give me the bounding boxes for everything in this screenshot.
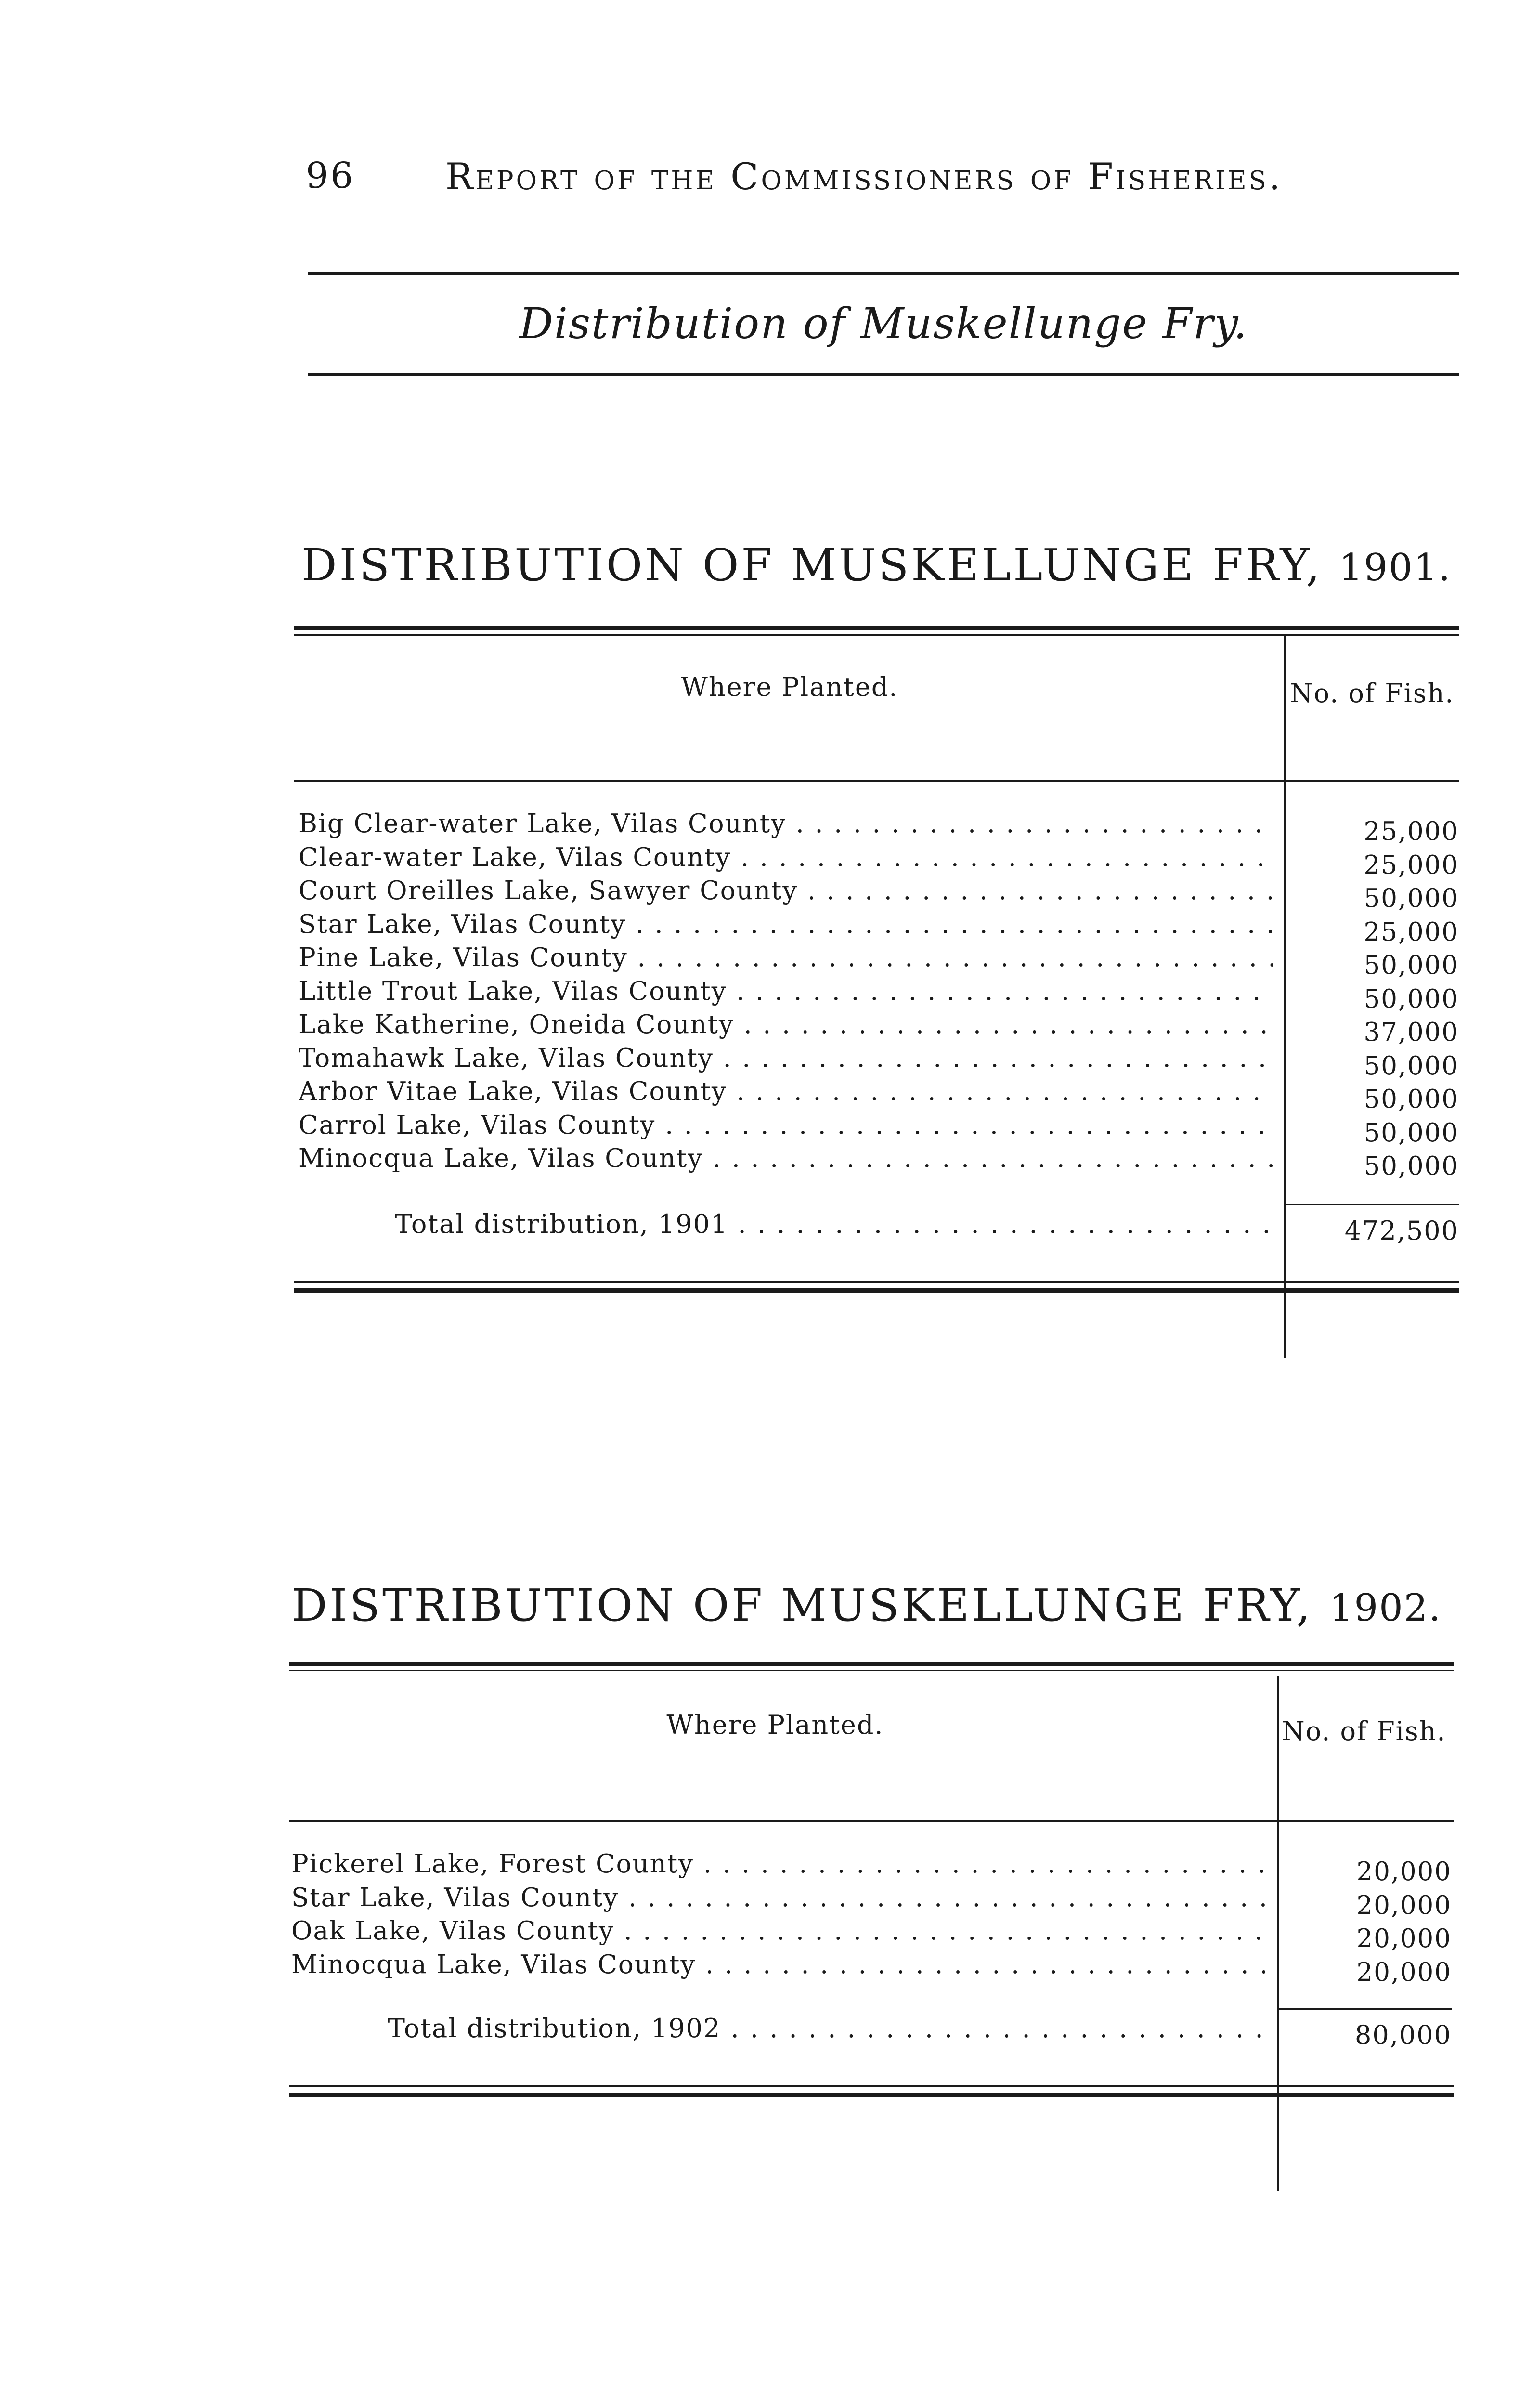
table-top-rule	[289, 1662, 1454, 1666]
row-place: Pickerel Lake, Forest County . . .	[291, 1849, 1266, 1879]
table-bottom-rule-thin	[289, 2085, 1454, 2087]
header-rule-bottom	[308, 373, 1459, 376]
table-row	[291, 1883, 1452, 1920]
row-place: Tomahawk Lake, Vilas County . . .	[299, 1044, 1273, 1073]
row-place: Pine Lake, Vilas County . . .	[299, 943, 1273, 972]
row-place: Arbor Vitae Lake, Vilas County . . .	[299, 1077, 1273, 1106]
table-row	[299, 809, 1459, 846]
table-row	[299, 976, 1459, 1014]
table-title-year: 1902.	[1329, 1586, 1442, 1630]
table-row	[299, 1010, 1459, 1047]
table-rows	[299, 809, 1459, 1181]
column-header-number-of-fish: No. of Fish.	[1282, 1716, 1446, 1746]
table-row	[291, 1950, 1452, 1987]
row-place: Little Trout Lake, Vilas County . . .	[299, 977, 1273, 1006]
header-bottom-rule	[289, 1820, 1454, 1822]
column-header-where-planted: Where Planted.	[666, 1710, 884, 1740]
row-count: 50,000	[1364, 1118, 1459, 1148]
row-count: 25,000	[1364, 850, 1459, 880]
table-top-rule	[294, 626, 1459, 630]
row-count: 37,000	[1364, 1018, 1459, 1047]
table-row	[299, 943, 1459, 980]
column-header-where-planted: Where Planted.	[681, 672, 898, 702]
table-bottom-rule-thin	[294, 1281, 1459, 1283]
row-place: Lake Katherine, Oneida County . . .	[299, 1010, 1273, 1039]
total-label: Total distribution, 1901 . . .	[395, 1209, 1271, 1239]
table-1902	[291, 1580, 1459, 2119]
table-row	[291, 1916, 1452, 1953]
row-count: 20,000	[1356, 1924, 1452, 1953]
table-row	[299, 1110, 1459, 1148]
table-row	[291, 1849, 1452, 1886]
row-count: 50,000	[1364, 1051, 1459, 1081]
table-row	[299, 1077, 1459, 1114]
table-row	[299, 876, 1459, 913]
table-title-text: DISTRIBUTION OF MUSKELLUNGE FRY,	[301, 539, 1323, 591]
header-bottom-rule	[294, 780, 1459, 782]
table-1901	[294, 539, 1459, 1310]
total-row	[299, 1209, 1459, 1246]
row-place: Clear-water Lake, Vilas County . . .	[299, 843, 1273, 872]
table-bottom-rule	[294, 1288, 1459, 1293]
row-place: Star Lake, Vilas County . . .	[299, 910, 1273, 939]
total-separator-rule	[1286, 1204, 1459, 1205]
row-place: Court Oreilles Lake, Sawyer County . . .	[299, 876, 1273, 905]
row-count: 50,000	[1364, 1085, 1459, 1114]
total-label: Total distribution, 1902 . . .	[388, 2013, 1264, 2043]
row-place: Minocqua Lake, Vilas County . . .	[291, 1950, 1266, 1979]
table-title-text: DISTRIBUTION OF MUSKELLUNGE FRY,	[291, 1580, 1313, 1631]
table-row	[299, 909, 1459, 947]
table-title	[284, 1580, 1449, 1631]
section-caption: Distribution of Muskellunge Fry.	[519, 299, 1248, 348]
total-row	[291, 2013, 1452, 2050]
row-place: Oak Lake, Vilas County . . .	[291, 1916, 1266, 1946]
table-rows	[291, 1849, 1452, 1987]
row-count: 20,000	[1356, 1857, 1452, 1886]
total-separator-rule	[1278, 2008, 1452, 2010]
table-bottom-rule	[289, 2093, 1454, 2097]
header-rule-top	[308, 272, 1459, 275]
row-count: 50,000	[1364, 951, 1459, 980]
row-place: Minocqua Lake, Vilas County . . .	[299, 1144, 1273, 1173]
table-title	[294, 539, 1459, 591]
row-count: 20,000	[1356, 1890, 1452, 1920]
total-count: 472,500	[1344, 1216, 1459, 1246]
row-count: 25,000	[1364, 917, 1459, 947]
table-row	[299, 1043, 1459, 1081]
table-row	[299, 842, 1459, 880]
table-row	[299, 1144, 1459, 1181]
row-count: 25,000	[1364, 817, 1459, 846]
column-header-number-of-fish: No. of Fish.	[1290, 678, 1455, 708]
row-place: Big Clear-water Lake, Vilas County . . .	[299, 809, 1273, 838]
row-place: Carrol Lake, Vilas County . . .	[299, 1111, 1273, 1140]
row-count: 20,000	[1356, 1957, 1452, 1987]
row-place: Star Lake, Vilas County . . .	[291, 1883, 1266, 1912]
running-head	[306, 155, 1317, 208]
table-title-year: 1901.	[1338, 546, 1452, 589]
page-number: 96	[306, 155, 355, 196]
total-count: 80,000	[1355, 2020, 1452, 2050]
row-count: 50,000	[1364, 984, 1459, 1014]
table-top-rule-thin	[289, 1670, 1454, 1671]
row-count: 50,000	[1364, 1152, 1459, 1181]
row-count: 50,000	[1364, 884, 1459, 913]
running-head-title: Report of the Commissioners of Fisheries.	[445, 155, 1283, 198]
